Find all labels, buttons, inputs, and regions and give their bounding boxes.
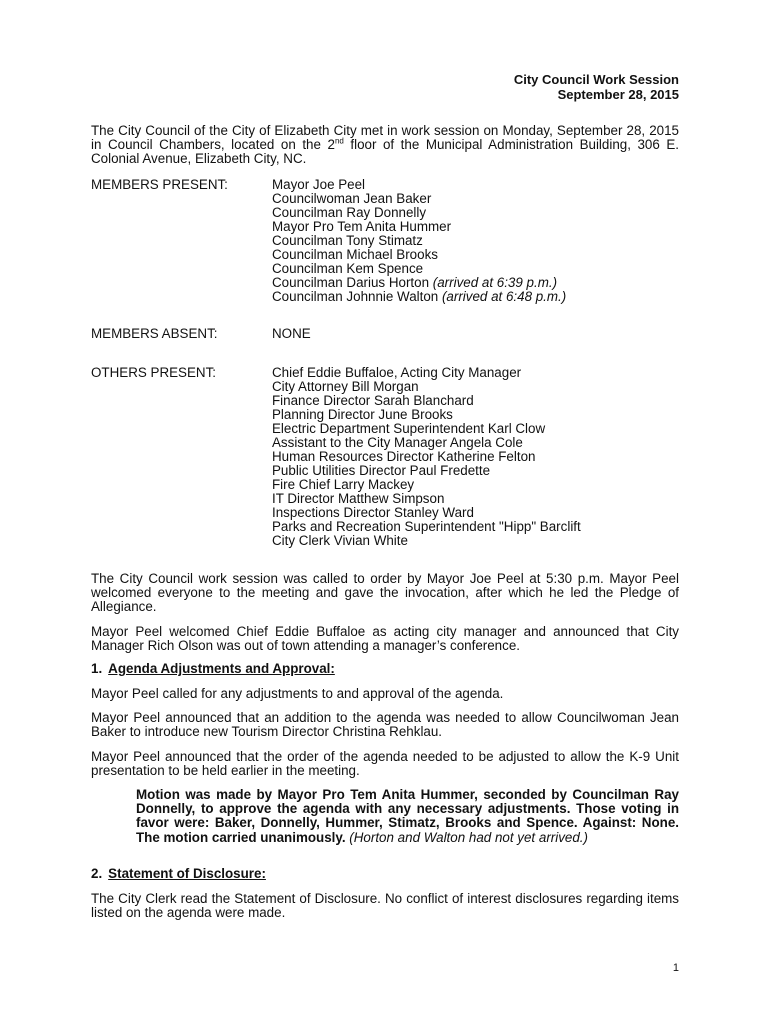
list-item: Inspections Director Stanley Ward — [272, 505, 474, 520]
section-1-paragraph: Mayor Peel announced that the order of the agenda needed to be adjusted to allow the K-9 Unit presentation to be held earlier in the meeting. — [91, 749, 679, 779]
intro-superscript: nd — [334, 136, 344, 146]
list-item: Assistant to the City Manager Angela Cole — [272, 435, 523, 450]
document-header — [514, 72, 679, 102]
others-present-list — [272, 366, 581, 548]
call-to-order-paragraph: The City Council work session was called to order by Mayor Joe Peel at 5:30 p.m. Mayor Peel welcomed everyone to the meeting and gave the invocation, after which he led the Pledge of Allegiance. — [91, 571, 679, 615]
list-item: Public Utilities Director Paul Fredette — [272, 463, 491, 478]
header-title: City Council Work Session — [513, 72, 679, 87]
header-date: September 28, 2015 — [557, 87, 679, 102]
members-absent-value: NONE — [272, 326, 311, 341]
list-item: Fire Chief Larry Mackey — [272, 477, 415, 492]
list-item: Human Resources Director Katherine Felton — [272, 449, 536, 464]
list-item: Councilman Tony Stimatz — [272, 233, 423, 248]
members-absent-label: MEMBERS ABSENT: — [91, 326, 218, 341]
members-present-list — [272, 178, 566, 304]
list-item: Councilman Ray Donnelly — [272, 205, 427, 220]
list-item: Parks and Recreation Superintendent "Hipp" Barclift — [272, 519, 581, 534]
motion-paragraph — [136, 788, 679, 845]
section-2-paragraph: The City Clerk read the Statement of Disclosure. No conflict of interest disclosures regarding items listed on the agenda were made. — [91, 891, 679, 921]
list-item: Councilman Michael Brooks — [272, 247, 438, 262]
list-item: Mayor Pro Tem Anita Hummer — [272, 219, 452, 234]
others-present-label: OTHERS PRESENT: — [91, 365, 216, 380]
arrival-note: (arrived at 6:48 p.m.) — [441, 289, 567, 304]
section-1-paragraph: Mayor Peel called for any adjustments to and approval of the agenda. — [91, 686, 504, 701]
section-1-paragraph: Mayor Peel announced that an addition to the agenda was needed to allow Councilwoman Jean Baker to introduce new Tourism Director Christina Rehklau. — [91, 710, 679, 740]
list-item: City Attorney Bill Morgan — [272, 379, 419, 394]
section-2-heading — [91, 867, 266, 881]
section-number: 1. — [91, 661, 103, 676]
section-title: Statement of Disclosure: — [108, 866, 266, 881]
intro-paragraph — [91, 124, 679, 167]
section-number: 2. — [91, 866, 103, 881]
list-item: Finance Director Sarah Blanchard — [272, 393, 474, 408]
list-item: City Clerk Vivian White — [272, 533, 408, 548]
arrival-note: (arrived at 6:39 p.m.) — [432, 275, 558, 290]
intro-text-2: floor of the Municipal Administration Building, 306 E. Colonial Avenue, Elizabeth City, NC. — [91, 137, 679, 167]
list-item: Councilwoman Jean Baker — [272, 191, 432, 206]
motion-text: Motion was made by Mayor Pro Tem Anita Hummer, seconded by Councilman Ray Donnelly, to approve the agenda with any necessary adjustments. Those voting in favor were: Baker, Donnelly, Hummer, Stimatz, Brooks and Spence. Against: None. The motion carried unanimously. — [136, 787, 679, 845]
list-item: Councilman Darius Horton (arrived at 6:39 p.m.) — [272, 275, 558, 290]
list-item: Councilman Kem Spence — [272, 261, 424, 276]
list-item: Councilman Johnnie Walton (arrived at 6:48 p.m.) — [272, 289, 567, 304]
motion-note: (Horton and Walton had not yet arrived.) — [345, 829, 588, 845]
members-present-label: MEMBERS PRESENT: — [91, 177, 228, 192]
section-title: Agenda Adjustments and Approval: — [108, 661, 335, 676]
list-item: IT Director Matthew Simpson — [272, 491, 445, 506]
list-item: Mayor Joe Peel — [272, 177, 366, 192]
list-item: Chief Eddie Buffaloe, Acting City Manager — [272, 365, 522, 380]
page-number: 1 — [672, 962, 679, 974]
intro-text-1: The City Council of the City of Elizabeth City met in work session on Monday, September 28, 2015 in Council Chambers, located on the 2 — [91, 123, 679, 153]
list-item: Electric Department Superintendent Karl Clow — [272, 421, 546, 436]
list-item: Planning Director June Brooks — [272, 407, 453, 422]
welcome-paragraph: Mayor Peel welcomed Chief Eddie Buffaloe as acting city manager and announced that City Manager Rich Olson was out of town attending a manager’s conference. — [91, 624, 679, 654]
section-1-heading — [91, 662, 335, 676]
